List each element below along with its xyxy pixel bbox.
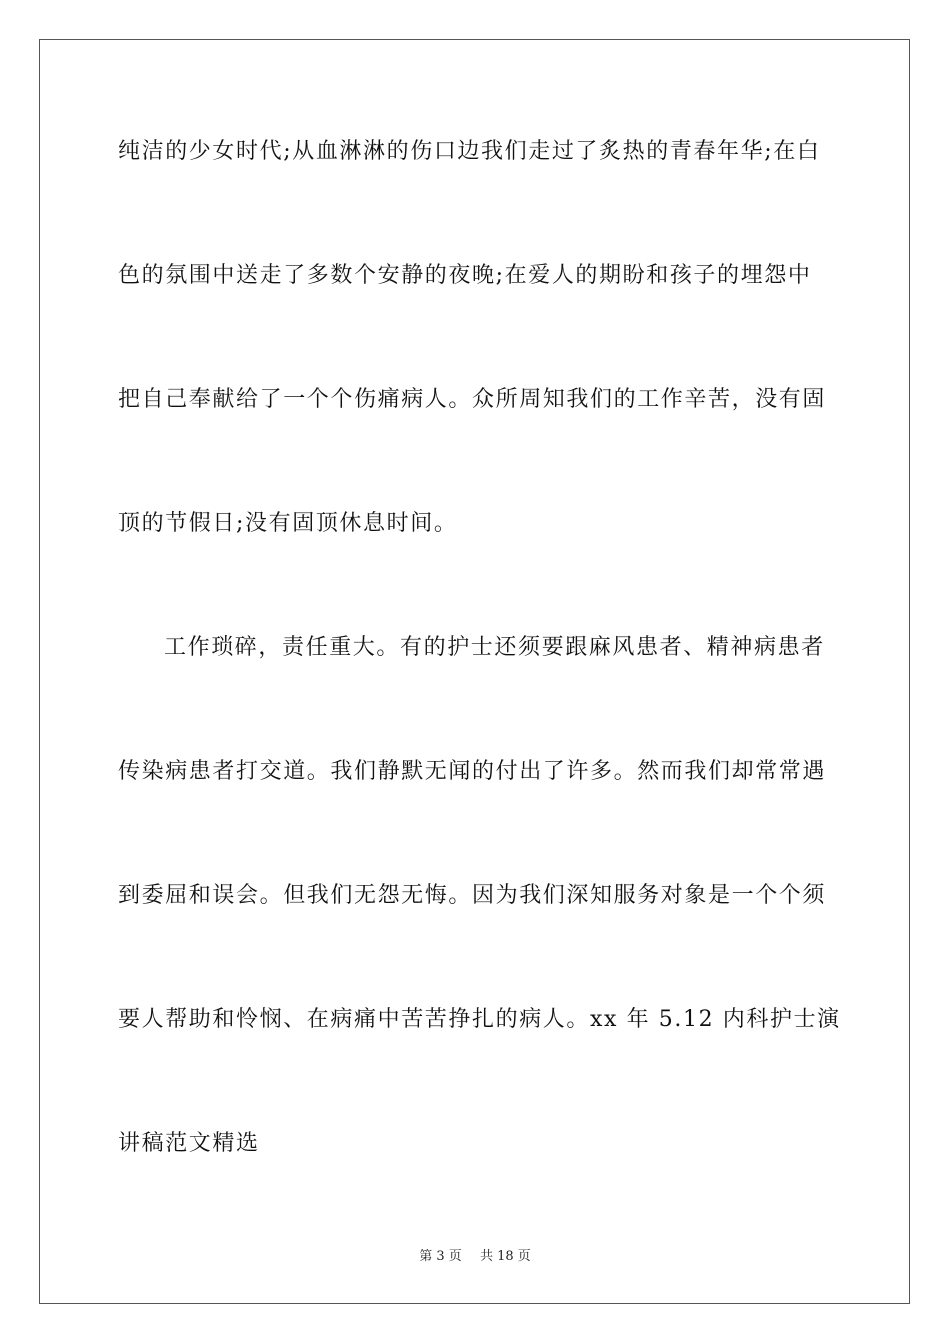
text-line: 讲稿范文精选 [118,1131,260,1156]
paragraph-first-line: 工作琐碎，责任重大。有的护士还须要跟麻风患者、精神病患者 [164,635,825,660]
page-footer [0,1248,950,1266]
page-border [39,39,910,1304]
text-line: 传染病患者打交道。我们静默无闻的付出了许多。然而我们却常常遇 [118,759,827,784]
text-line: 把自己奉献给了一个个伤痛病人。众所周知我们的工作辛苦，没有固 [118,387,827,412]
page-number: 第 3 页 [419,1249,462,1264]
text-line: 色的氛围中送走了多数个安静的夜晚;在爱人的期盼和孩子的埋怨中 [118,263,812,288]
text-line: 顶的节假日;没有固顶休息时间。 [118,511,458,536]
page-total: 共 18 页 [479,1249,531,1264]
text-line: 纯洁的少女时代;从血淋淋的伤口边我们走过了炙热的青春年华;在白 [118,139,821,164]
text-line: 到委屈和误会。但我们无怨无悔。因为我们深知服务对象是一个个须 [118,883,827,908]
text-line: 要人帮助和怜悯、在病痛中苦苦挣扎的病人。xx 年 5.12 内科护士演 [118,1007,841,1032]
